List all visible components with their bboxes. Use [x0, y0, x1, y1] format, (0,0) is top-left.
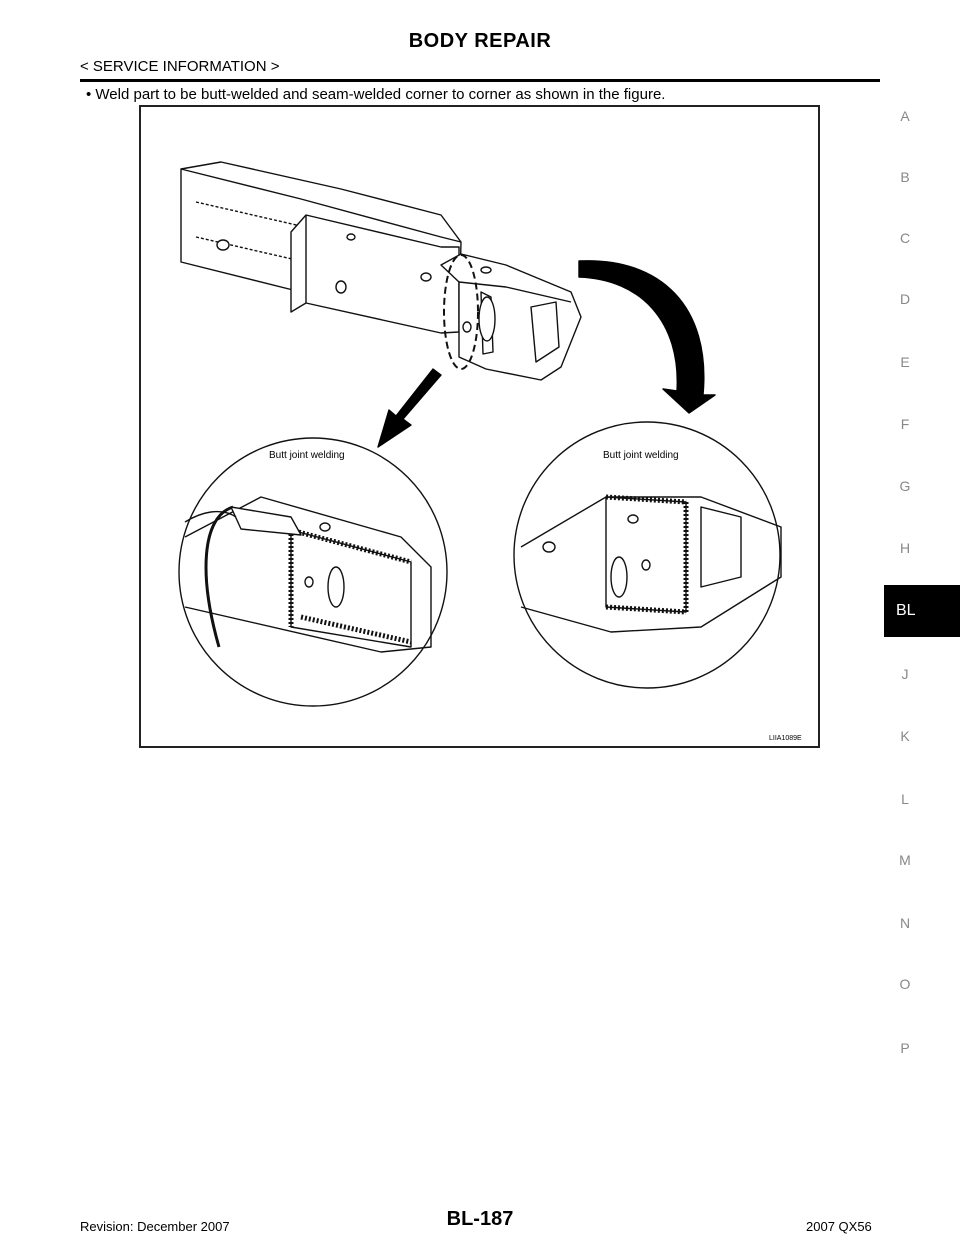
callout-right-label: Butt joint welding	[603, 450, 679, 461]
section-index	[884, 0, 960, 1242]
index-letter[interactable]: H	[899, 540, 911, 556]
index-letter[interactable]: A	[900, 108, 910, 124]
revision-date: Revision: December 2007	[80, 1219, 230, 1234]
index-letter[interactable]: N	[899, 915, 911, 931]
arrow-left-icon	[378, 369, 441, 447]
index-letter[interactable]: K	[900, 728, 910, 744]
repair-figure	[139, 105, 820, 748]
index-letter[interactable]: E	[900, 354, 910, 370]
index-letter[interactable]: C	[899, 230, 911, 246]
figure-code: LIIA1089E	[769, 735, 802, 742]
callout-left-label: Butt joint welding	[269, 450, 345, 461]
index-letter[interactable]: L	[901, 791, 909, 807]
arrow-right-icon	[579, 261, 715, 413]
index-letter[interactable]: D	[899, 291, 911, 307]
figure-illustration	[141, 107, 818, 746]
section-breadcrumb: < SERVICE INFORMATION >	[80, 58, 280, 75]
index-letter[interactable]: P	[900, 1040, 910, 1056]
index-letter-active[interactable]: BL	[884, 585, 960, 637]
new-part-section	[441, 254, 581, 380]
index-letter[interactable]: M	[899, 852, 911, 868]
repair-sleeve	[291, 215, 459, 333]
index-letter[interactable]: B	[900, 169, 910, 185]
page-title: BODY REPAIR	[408, 30, 552, 52]
index-letter[interactable]: O	[899, 976, 911, 992]
page-number: BL-187	[446, 1208, 514, 1230]
model-name: 2007 QX56	[806, 1219, 872, 1234]
index-letter[interactable]: F	[900, 416, 910, 432]
header-divider	[80, 79, 880, 82]
index-letter[interactable]: J	[901, 666, 909, 682]
instruction-bullet: • Weld part to be butt-welded and seam-welded corner to corner as shown in the figure.	[86, 86, 666, 103]
index-letter[interactable]: G	[899, 478, 911, 494]
